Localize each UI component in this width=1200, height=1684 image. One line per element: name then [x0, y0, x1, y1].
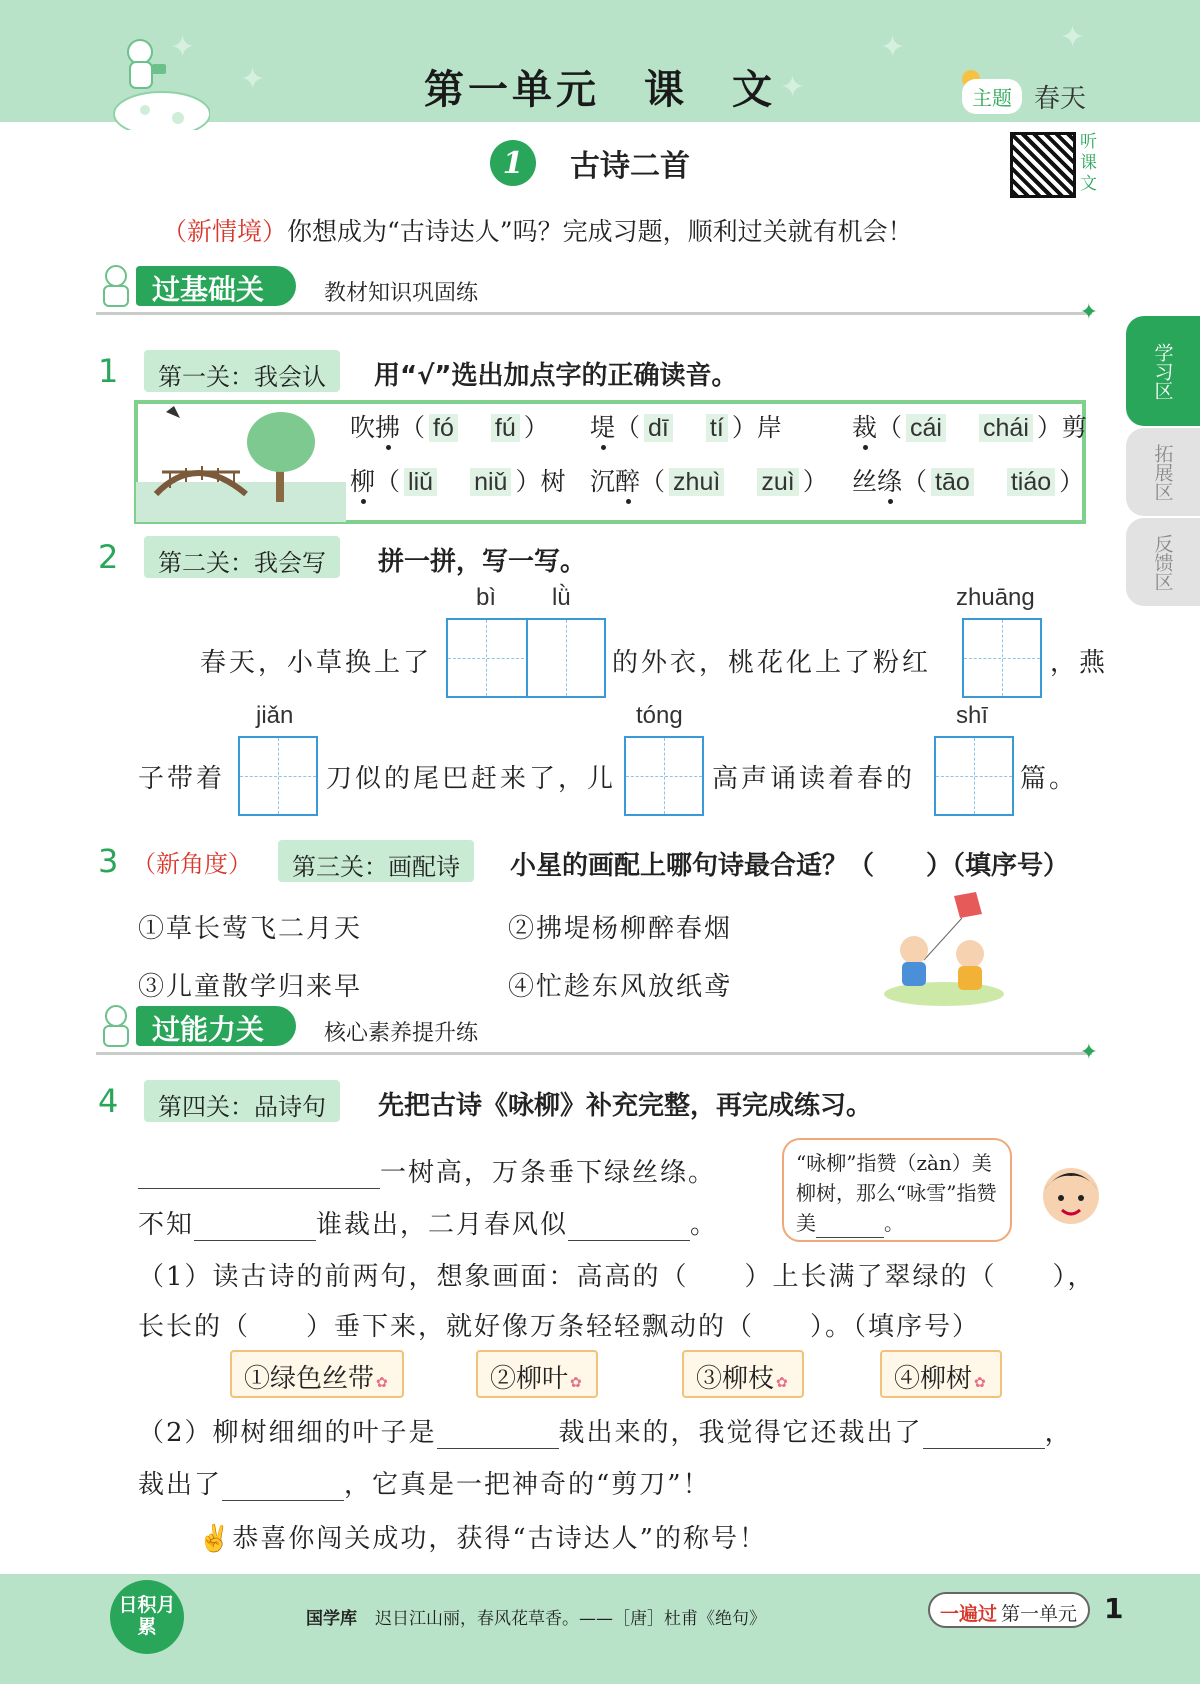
page-number: 1 [1104, 1592, 1124, 1625]
intro-text [162, 212, 913, 248]
flower-icon: ✿ [776, 1375, 788, 1391]
theme-value: 春天 [1034, 84, 1087, 114]
unit-pill [928, 1592, 1090, 1628]
answer-blank[interactable] [437, 1423, 559, 1449]
theme-tag: 主题 [962, 79, 1022, 114]
footer-lib-label: 国学库 [306, 1609, 357, 1629]
reading-row-1: 吹拂（ fó fú ） [350, 413, 549, 442]
intro-body: 你想成为“古诗达人”吗？完成习题，顺利过关就有机会！ [287, 217, 913, 246]
answer-blank[interactable] [138, 1163, 380, 1189]
poem-option[interactable]: ④忙趁东风放纸鸢 [508, 972, 733, 1002]
pinyin-label: bì [476, 584, 497, 611]
level-tag: 第三关：画配诗 [278, 840, 474, 882]
sentence-part: 篇。 [1020, 764, 1079, 794]
question-instruction: 先把古诗《咏柳》补充完整，再完成练习。 [378, 1091, 873, 1121]
daily-badge: 日积月累 [110, 1580, 184, 1654]
pinyin-label: tóng [636, 702, 683, 729]
question-number: 4 [98, 1082, 119, 1120]
tab-study[interactable]: 学习区 [1126, 316, 1200, 426]
section-ability [96, 1000, 1098, 1065]
sentence-part: ，燕 [1050, 648, 1109, 678]
star-decoration: ✦ [1060, 20, 1086, 55]
bridge-willow-illustration [136, 402, 346, 522]
unit-title: 第一单元 课 文 [424, 66, 776, 113]
sentence-part: 子带着 [138, 764, 226, 794]
section-basic [96, 260, 1098, 325]
writing-grid[interactable] [962, 618, 1042, 698]
kids-flying-kite-illustration [884, 890, 1014, 1008]
pinyin-option[interactable]: dī [644, 414, 673, 442]
pinyin-label: zhuāng [956, 584, 1035, 611]
poem-option[interactable]: ①草长莺飞二月天 [138, 914, 363, 944]
section-badge: 过基础关 [136, 266, 296, 306]
tab-feedback[interactable]: 反馈区 [1126, 518, 1200, 606]
poem-line-1: 一树高，万条垂下绿丝绦。 [138, 1152, 716, 1189]
poem-line-2: 不知 谁裁出，二月春风似 。 [138, 1210, 719, 1240]
poem-option[interactable]: ③儿童散学归来早 [138, 972, 363, 1002]
sentence-part: 的外衣，桃花化上了粉红 [612, 648, 932, 678]
question-instruction: 拼一拼，写一写。 [378, 547, 587, 577]
level-tag: 第二关：我会写 [144, 536, 340, 578]
reading-row-3: 裁（ cái chái ）剪 [852, 413, 1087, 442]
sentence-part: 春天，小草换上了 [200, 648, 433, 678]
choice-chip[interactable]: ③柳枝 ✿ [682, 1350, 804, 1398]
star-decoration: ✦ [170, 30, 196, 65]
question-instruction: 小星的画配上哪句诗最合适？（ ）（填序号） [510, 851, 1070, 881]
writing-grid[interactable] [238, 736, 318, 816]
side-tabs [1126, 316, 1200, 608]
answer-blank[interactable] [194, 1215, 316, 1241]
pinyin-option[interactable]: zuì [757, 468, 798, 496]
writing-grid[interactable] [446, 618, 606, 698]
brand-label: 一遍过 [940, 1603, 998, 1625]
robot-icon [96, 1002, 136, 1050]
qr-code-icon[interactable] [1010, 132, 1076, 198]
section-badge: 过能力关 [136, 1006, 296, 1046]
level-tag: 第四关：品诗句 [144, 1080, 340, 1122]
pinyin-option[interactable]: liǔ [404, 468, 437, 496]
listen-label: 听课文 [1080, 132, 1097, 194]
pinyin-option[interactable]: zhuì [669, 468, 724, 496]
lesson-heading [490, 140, 690, 186]
subq-1-line-b: 长长的（ ）垂下来，就好像万条轻轻飘动的（ ）。（填序号） [138, 1312, 981, 1342]
boy-avatar-illustration [1036, 1160, 1106, 1240]
flower-icon: ✿ [376, 1375, 388, 1391]
question-instruction: 用“√”选出加点字的正确读音。 [374, 361, 738, 391]
pinyin-label: jiǎn [256, 702, 294, 729]
subq-2-line-a: （2）柳树细细的叶子是 裁出来的，我觉得它还裁出了 ， [138, 1418, 1073, 1448]
lesson-title: 古诗二首 [570, 149, 690, 184]
question-number: 2 [98, 538, 119, 576]
victory-hand-icon: ✌ [198, 1524, 233, 1554]
flower-icon: ✿ [570, 1375, 582, 1391]
pinyin-option[interactable]: chái [979, 414, 1033, 442]
star-icon: ✦ [1079, 1040, 1098, 1065]
pinyin-option[interactable]: fú [491, 414, 520, 442]
answer-blank[interactable] [923, 1423, 1045, 1449]
new-angle-tag: （新角度） [132, 850, 252, 878]
robot-icon [96, 262, 136, 310]
pinyin-option[interactable]: tiáo [1007, 468, 1055, 496]
pinyin-option[interactable]: cái [906, 414, 946, 442]
sentence-part: 高声诵读着春的 [712, 764, 916, 794]
answer-blank[interactable] [568, 1215, 690, 1241]
writing-grid[interactable] [624, 736, 704, 816]
tab-extend[interactable]: 拓展区 [1126, 428, 1200, 516]
question-number: 3 [98, 842, 119, 880]
reading-row-2: 堤（ dī tí ）岸 [590, 413, 782, 442]
divider [96, 312, 1092, 315]
choice-chip[interactable]: ①绿色丝带 ✿ [230, 1350, 404, 1398]
section-subtitle: 教材知识巩固练 [324, 281, 479, 306]
star-decoration: ✦ [240, 62, 266, 97]
pinyin-label: lǜ [552, 584, 571, 611]
reading-row-5: 沉醉（ zhuì zuì ） [590, 467, 828, 496]
star-decoration: ✦ [880, 30, 906, 65]
subq-2-line-b: 裁出了 ，它真是一把神奇的“剪刀”！ [138, 1470, 711, 1500]
intro-tag: （新情境） [162, 217, 288, 246]
divider [96, 1052, 1092, 1055]
writing-grid[interactable] [934, 736, 1014, 816]
footer-quote [306, 1604, 766, 1629]
choice-chip[interactable]: ②柳叶 ✿ [476, 1350, 598, 1398]
pinyin-option[interactable]: niǔ [470, 468, 511, 496]
answer-blank[interactable] [816, 1218, 884, 1238]
question-number: 1 [98, 352, 119, 390]
pinyin-option[interactable]: tāo [931, 468, 974, 496]
answer-blank[interactable] [222, 1475, 344, 1501]
level-tag: 第一关：我会认 [144, 350, 340, 392]
unit-label: 第一单元 [1001, 1603, 1078, 1625]
star-decoration: ✦ [780, 70, 806, 105]
poem-option[interactable]: ②拂堤杨柳醉春烟 [508, 914, 733, 944]
choice-chip[interactable]: ④柳树 ✿ [880, 1350, 1002, 1398]
reading-row-6: 丝绦（ tāo tiáo ） [852, 467, 1085, 496]
pinyin-option[interactable]: fó [429, 414, 458, 442]
footer-quote-text: 迟日江山丽，春风花草香。——［唐］杜甫《绝句》 [375, 1609, 766, 1629]
sentence-part: 刀似的尾巴赶来了，儿 [326, 764, 617, 794]
subq-1-line-a: （1）读古诗的前两句，想象画面：高高的（ ）上长满了翠绿的（ ）， [138, 1262, 1096, 1292]
pinyin-label: shī [956, 702, 989, 729]
hint-bubble: “咏柳”指赞（zàn）美柳树，那么“咏雪”指赞美 。 [782, 1138, 1012, 1242]
congrats-message: ✌恭喜你闯关成功，获得“古诗达人”的称号！ [198, 1524, 767, 1554]
lesson-number: 1 [490, 140, 536, 186]
theme-label [962, 78, 1086, 115]
section-subtitle: 核心素养提升练 [324, 1021, 479, 1046]
star-icon: ✦ [1079, 300, 1098, 325]
reading-row-4: 柳（ liǔ niǔ ）树 [350, 467, 566, 496]
flower-icon: ✿ [974, 1375, 986, 1391]
pinyin-option[interactable]: tí [706, 414, 728, 442]
